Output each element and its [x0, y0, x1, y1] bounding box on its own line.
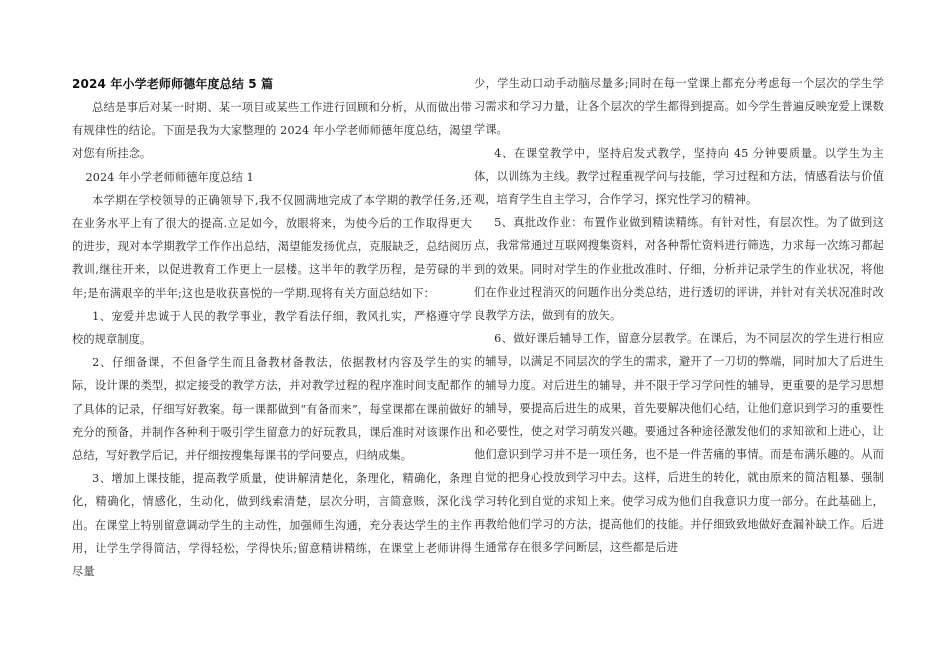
body-paragraph: 1、宠爱并忠诚于人民的教学事业，教学看法仔细，教风扎实，严格遵守学校的规章制度。	[72, 309, 472, 347]
body-paragraph: 2、仔细备课，不但备学生而且备教材备教法，依据教材内容及学生的实际，设计课的类型，拟定接受的教学方法，并对教学过程的程序准时间支配都作了具体的记录，仔细写好教案。每一课都做到“有备而来”，每堂课都在课前做好充分的预备，并制作各种利于吸引学生留意力的好玩教具，课后准时对该课作出总结，写好教学后记，并仔细按搜集每课书的学问要点，归纳成集。	[72, 356, 472, 463]
right-column	[474, 72, 884, 559]
body-paragraph: 3、增加上课技能，提高教学质量，使讲解清楚化，条理化，精确化，条理化，精确化，情感化，生动化，做到线索清楚，层次分明，言简意赅，深化浅出。在课堂上特别留意调动学生的主动性，加强师生沟通，充分表达学生的主作用，让学生学得简洁，学得轻松，学得快乐;留意精讲精练，在课堂上老师讲得尽量	[72, 472, 472, 579]
body-paragraph-continued: 少，学生动口动手动脑尽量多;同时在每一堂课上都充分考虑每一个层次的学生学习需求和学习力量，让各个层次的学生都得到提高。如今学生普遍反映宠爱上课数学课。	[474, 77, 884, 137]
intro-paragraph: 总结是事后对某一时期、某一项目或某些工作进行回顾和分析，从而做出带有规律性的结论。下面是我为大家整理的 2024 年小学老师师德年度总结，渴望对您有所挂念。	[72, 101, 472, 161]
section-heading: 2024 年小学老师师德年度总结 1	[85, 170, 254, 184]
body-paragraph: 5、真批改作业：布置作业做到精读精练。有针对性，有层次性。为了做到这点，我常常通过互联网搜集资料，对各种帮忙资料进行筛选，力求每一次练习都起到的效果。同时对学生的作业批改准时、仔细，分析并记录学生的作业状况，将他们在作业过程消灭的问题作出分类总结，进行透切的评讲，并针对有关状况准时改良教学方法，做到有的放矢。	[474, 216, 884, 323]
body-paragraph: 4、在课堂教学中，坚持启发式教学，坚持向 45 分钟要质量。以学生为主体，以训练为主线。教学过程重视学问与技能，学习过程和方法，情感看法与价值观，培育学生自主学习，合作学习，探究性学习的精神。	[474, 146, 884, 207]
body-paragraph: 本学期在学校领导的正确领导下,我不仅圆满地完成了本学期的教学任务,还在业务水平上有了很大的提高.立足如今，放眼将来，为使今后的工作取得更大的进步，现对本学期教学工作作出总结，渴望能发扬优点，克服缺乏，总结阅历教训,继往开来，以促进教育工作更上一层楼。这半年的教学历程，是劳碌的半年;是布满艰辛的半年;这也是收获喜悦的一学期.现将有关方面总结如下：	[72, 193, 472, 300]
document-title: 2024 年小学老师师德年度总结 5 篇	[72, 77, 274, 91]
left-column	[72, 72, 472, 583]
body-paragraph: 6、做好课后辅导工作，留意分层教学。在课后，为不同层次的学生进行相应的辅导，以满足不同层次的学生的需求，避开了一刀切的弊端，同时加大了后进生的辅导力度。对后进生的辅导，并不限于学习学问性的辅导，更重要的是学习思想的辅导，要提高后进生的成果，首先要解决他们心结，让他们意识到学习的重要性和必要性，使之对学习萌发兴趣。要通过各种途径激发他们的求知欲和上进心，让他们意识到学习并不是一项任务，也不是一件苦痛的事情。而是布满乐趣的。从而自觉的把身心投放到学习中去。这样，后进生的转化，就由原来的简洁粗暴、强制学习转化到自觉的求知上来。使学习成为他们自我意识力度一部分。在此基础上，再教给他们学习的方法，提高他们的技能。并仔细致致地做好查漏补缺工作。后进生通常存在很多学问断层，这些都是后进	[474, 332, 884, 555]
